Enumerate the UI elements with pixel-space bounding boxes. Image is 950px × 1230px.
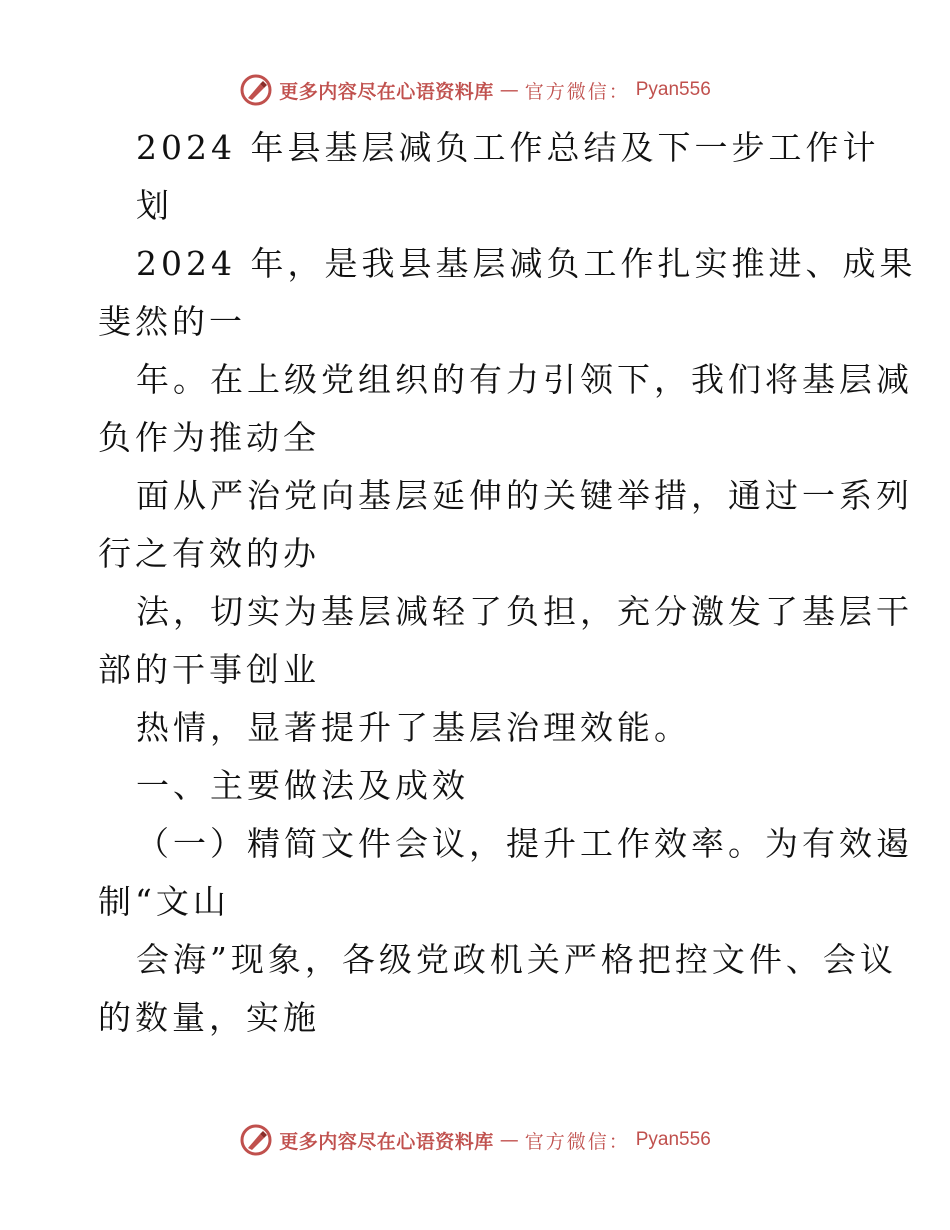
- paragraph-line: 制“文山: [98, 882, 230, 921]
- pen-logo-icon: [239, 1123, 273, 1157]
- section-heading: 一、主要做法及成效: [136, 766, 469, 805]
- watermark-separator: —: [499, 79, 519, 101]
- paragraph-line: 面从严治党向基层延伸的关键举措，通过一系列: [136, 476, 913, 515]
- document-title-line-1: 2024 年县基层减负工作总结及下一步工作计: [136, 128, 880, 167]
- watermark-separator: —: [499, 1129, 519, 1151]
- paragraph-line: 法，切实为基层减轻了负担，充分激发了基层干: [136, 592, 913, 631]
- paragraph-line: 负作为推动全: [98, 418, 320, 457]
- paragraph-line: 斐然的一: [98, 302, 246, 341]
- watermark-site-text: 更多内容尽在心语资料库: [279, 1130, 494, 1153]
- watermark-wechat-id: Pyan556: [635, 1129, 711, 1150]
- watermark-wechat-label: 官方微信：: [524, 1130, 630, 1153]
- paragraph-line: 2024 年，是我县基层减负工作扎实推进、成果: [136, 244, 917, 283]
- footer-watermark: [0, 1120, 950, 1160]
- paragraph-line: 部的干事创业: [98, 650, 320, 689]
- paragraph-line: 会海”现象，各级党政机关严格把控文件、会议: [136, 940, 897, 979]
- paragraph-line: 年。在上级党组织的有力引领下，我们将基层减: [136, 360, 913, 399]
- document-title-line-2: 划: [136, 186, 173, 225]
- paragraph-line: 热情，显著提升了基层治理效能。: [136, 708, 691, 747]
- watermark-site-text: 更多内容尽在心语资料库: [279, 80, 494, 103]
- paragraph-line: 行之有效的办: [98, 534, 320, 573]
- paragraph-line: 的数量，实施: [98, 998, 320, 1037]
- paragraph-line: （一）精简文件会议，提升工作效率。为有效遏: [136, 824, 913, 863]
- watermark-wechat-id: Pyan556: [635, 79, 711, 100]
- watermark-wechat-label: 官方微信：: [524, 80, 630, 103]
